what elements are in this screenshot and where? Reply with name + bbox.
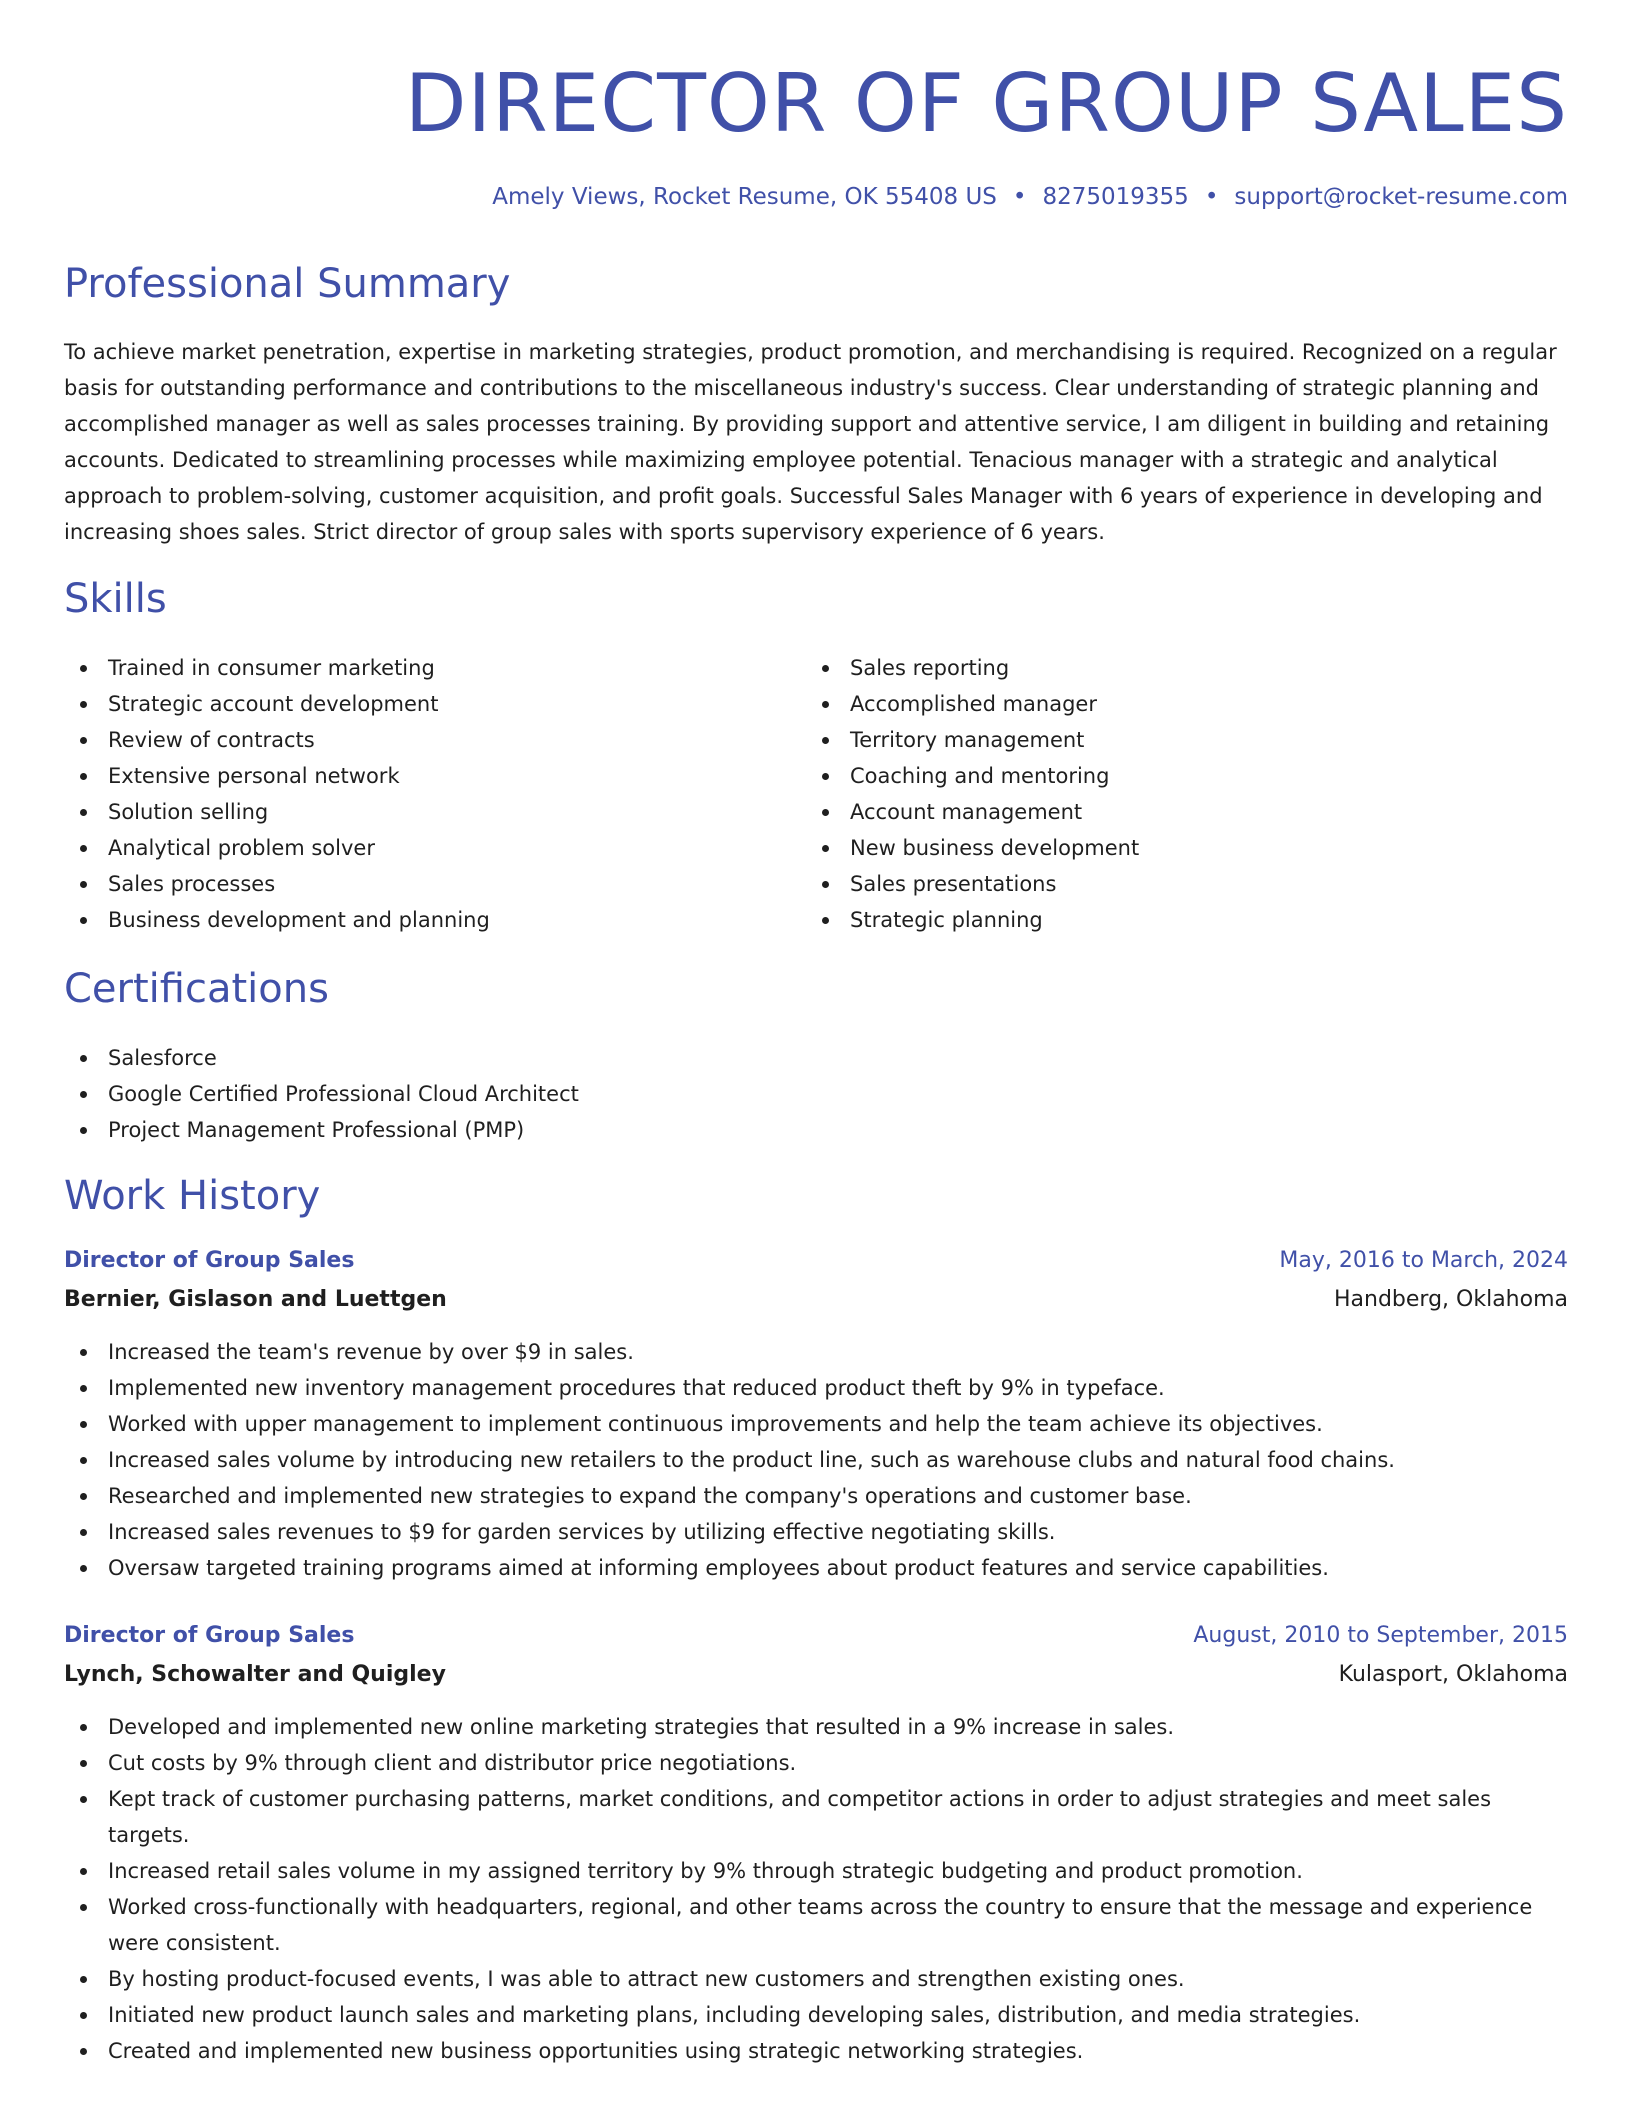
job-company-row [64,1282,1568,1318]
job-company: Bernier, Gislason and Luettgen [64,1287,447,1312]
job-title: Director of Group Sales [64,1623,355,1648]
job-header [64,1243,1568,1279]
list-item: Kept track of customer purchasing patterns, market conditions, and competitor actions in order to adjust strategies and meet sales targets. [64,1781,1568,1853]
list-item: Increased sales volume by introducing new retailers to the product line, such as warehouse clubs and natural food chains. [64,1442,1568,1478]
list-item: Accomplished manager [806,686,1506,722]
resume-title: DIRECTOR OF GROUP SALES [404,57,1568,150]
list-item: Researched and implemented new strategies to expand the company's operations and customer base. [64,1478,1568,1514]
job-dates: May, 2016 to March, 2024 [1279,1248,1568,1273]
job-title: Director of Group Sales [64,1248,355,1273]
job-dates: August, 2010 to September, 2015 [1193,1623,1568,1648]
list-item: Salesforce [64,1040,1264,1076]
certifications-heading: Certifications [64,966,329,1012]
job-header [64,1618,1568,1654]
job-bullets [64,1334,1568,1586]
list-item: New business development [806,830,1506,866]
separator-dot: • [1012,184,1027,210]
skills-list-right [806,650,1506,938]
list-item: Worked cross-functionally with headquarters, regional, and other teams across the country to ensure that the message and experience were consistent. [64,1889,1568,1961]
list-item: Analytical problem solver [64,830,764,866]
list-item: Sales processes [64,866,764,902]
list-item: Project Management Professional (PMP) [64,1112,1264,1148]
separator-dot: • [1204,184,1219,210]
list-item: Increased sales revenues to $9 for garden services by utilizing effective negotiating skills. [64,1514,1568,1550]
skills-heading: Skills [64,576,167,622]
job-company-row [64,1657,1568,1693]
list-item: Business development and planning [64,902,764,938]
list-item: Increased the team's revenue by over $9 in sales. [64,1334,1568,1370]
list-item: Extensive personal network [64,758,764,794]
skills-list-left [64,650,764,938]
summary-text: To achieve market penetration, expertise in marketing strategies, product promotion, and merchandising is required. Recognized on a regular basis for outstanding performance and contributions to the miscellaneous industry's success. Clear understanding of strategic planning and accomplished manager as well as sales processes training. By providing support and attentive service, I am diligent in building and retaining accounts. Dedicated to streamlining processes while maximizing employee potential. Tenacious manager with a strategic and analytical approach to problem-solving, customer acquisition, and profit goals. Successful Sales Manager with 6 years of experience in developing and increasing shoes sales. Strict director of group sales with sports supervisory experience of 6 years. [64,340,1557,544]
summary-heading: Professional Summary [64,261,511,307]
job-bullets [64,1709,1568,2069]
list-item: Review of contracts [64,722,764,758]
contact-email[interactable]: support@rocket-resume.com [1234,184,1568,210]
list-item: Developed and implemented new online marketing strategies that resulted in a 9% increase in sales. [64,1709,1568,1745]
list-item: Sales reporting [806,650,1506,686]
list-item: Increased retail sales volume in my assigned territory by 9% through strategic budgeting and product promotion. [64,1853,1568,1889]
list-item: Oversaw targeted training programs aimed at informing employees about product features and service capabilities. [64,1550,1568,1586]
list-item: Strategic planning [806,902,1506,938]
list-item: Coaching and mentoring [806,758,1506,794]
contact-phone: 8275019355 [1042,184,1189,210]
list-item: Solution selling [64,794,764,830]
list-item: Created and implemented new business opportunities using strategic networking strategies. [64,2033,1568,2069]
list-item: Sales presentations [806,866,1506,902]
work-history-heading: Work History [64,1173,321,1219]
list-item: By hosting product-focused events, I was able to attract new customers and strengthen existing ones. [64,1961,1568,1997]
list-item: Trained in consumer marketing [64,650,764,686]
contact-line [492,180,1568,214]
contact-address: Amely Views, Rocket Resume, OK 55408 US [492,184,997,210]
job-company: Lynch, Schowalter and Quigley [64,1662,446,1687]
list-item: Implemented new inventory management procedures that reduced product theft by 9% in typeface. [64,1370,1568,1406]
list-item: Strategic account development [64,686,764,722]
list-item: Google Certified Professional Cloud Architect [64,1076,1264,1112]
job-location: Handberg, Oklahoma [1333,1287,1568,1312]
certifications-list [64,1040,1264,1148]
list-item: Territory management [806,722,1506,758]
list-item: Initiated new product launch sales and marketing plans, including developing sales, distribution, and media strategies. [64,1997,1568,2033]
list-item: Worked with upper management to implement continuous improvements and help the team achieve its objectives. [64,1406,1568,1442]
list-item: Account management [806,794,1506,830]
job-location: Kulasport, Oklahoma [1338,1662,1568,1687]
list-item: Cut costs by 9% through client and distributor price negotiations. [64,1745,1568,1781]
